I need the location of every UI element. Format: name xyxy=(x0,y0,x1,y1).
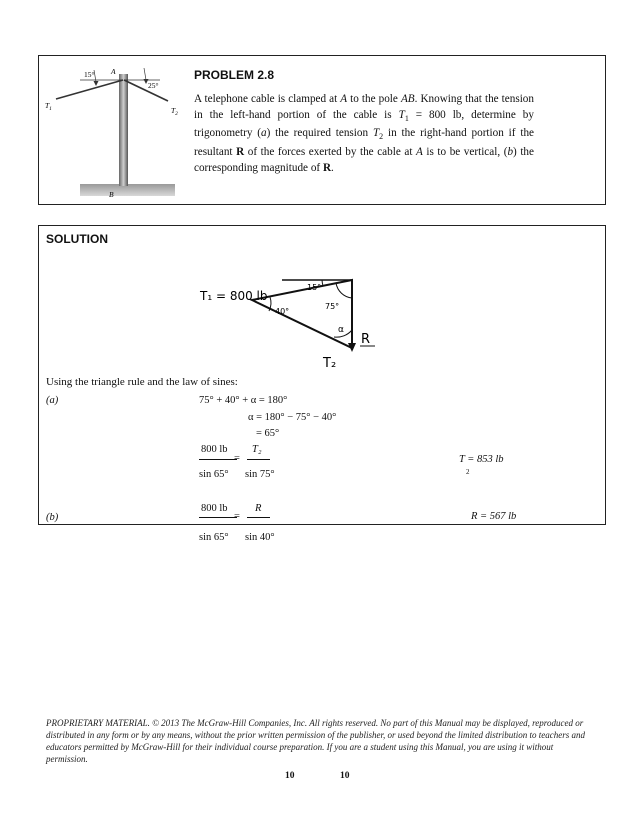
frac-b-denominator-left: sin 65° xyxy=(199,532,229,543)
problem-title: PROBLEM 2.8 xyxy=(194,68,275,82)
frac-a-bar-right xyxy=(247,459,270,460)
arrow-right xyxy=(144,68,146,80)
sketch-t1-label: T₁ = 800 lb xyxy=(200,289,268,303)
frac-b-bar-left xyxy=(199,517,237,518)
page-number-left: 10 xyxy=(285,771,295,781)
sketch-t2-label: T₂ xyxy=(323,356,337,371)
fig-label-t2: $T_2$ xyxy=(171,106,178,117)
pole xyxy=(119,74,128,186)
problem-statement: A telephone cable is clamped at A to the pole AB. Knowing that the tension in the left-hand portion of the cable is $T_1 = 800$ lb, determine by trigonometry (a) the required tension $T_2$ in the right-hand portion if the resultant R of the forces exerted by the cable at A is to be vertical, (b) the corresponding magnitude of R. xyxy=(194,93,535,174)
fig-label-b: B xyxy=(109,190,114,199)
frac-b-numerator-left: 800 lb xyxy=(201,503,228,514)
frac-b-equals: = xyxy=(234,511,240,522)
page-number-right: 10 xyxy=(340,771,350,781)
part-a-label: (a) xyxy=(46,395,59,406)
result-t2: T = 853 lb xyxy=(459,454,504,465)
sketch-angle-15: 15° xyxy=(307,283,322,292)
cable-left xyxy=(56,80,123,99)
frac-a-numerator-left: 800 lb xyxy=(201,444,228,455)
force-triangle-sketch xyxy=(195,268,395,374)
frac-b-bar-right xyxy=(247,517,270,518)
frac-a-numerator-right: T₂ xyxy=(252,444,262,455)
fig-angle-right: 25° xyxy=(148,81,159,90)
sketch-angle-75: 75° xyxy=(325,302,340,311)
equation-angle-sum: 75° + 40° + α = 180° xyxy=(199,395,288,406)
result-t2-subscript: 2 xyxy=(466,468,470,476)
fig-angle-left: 15° xyxy=(84,70,95,79)
equation-alpha: α = 180° − 75° − 40° xyxy=(248,412,337,423)
sketch-r-label: R xyxy=(361,332,371,347)
frac-b-numerator-right: R xyxy=(255,503,262,514)
arc-75 xyxy=(336,283,352,298)
fig-label-t1: $T_1$ xyxy=(45,101,52,112)
frac-a-equals: = xyxy=(234,453,240,464)
part-b-label: (b) xyxy=(46,512,59,523)
result-r: R = 567 lb xyxy=(471,511,517,522)
frac-a-denominator-right: sin 75° xyxy=(245,469,275,480)
frac-b-denominator-right: sin 40° xyxy=(245,532,275,543)
problem-figure xyxy=(40,58,190,200)
equation-alpha-value: = 65° xyxy=(256,428,280,439)
sketch-alpha: α xyxy=(338,325,344,335)
frac-a-bar-left xyxy=(199,459,237,460)
arrowhead-left-icon xyxy=(94,81,99,86)
fig-label-a: A xyxy=(111,67,116,76)
sketch-angle-40: 40° xyxy=(275,307,290,316)
solution-title: SOLUTION xyxy=(46,232,108,246)
footer-copyright: PROPRIETARY MATERIAL. © 2013 The McGraw-Hill Companies, Inc. All rights reserved. No part of this Manual may be displayed, reproduced or distributed in any form or by any means, without the prior written permission of the publisher, or used beyond the limited distribution to teachers and educators permitted by McGraw-Hill for their individual course preparation. If you are a student using this Manual, you are using it without permission. xyxy=(46,718,585,764)
frac-a-denominator-left: sin 65° xyxy=(199,469,229,480)
solution-intro: Using the triangle rule and the law of sines: xyxy=(46,376,238,388)
